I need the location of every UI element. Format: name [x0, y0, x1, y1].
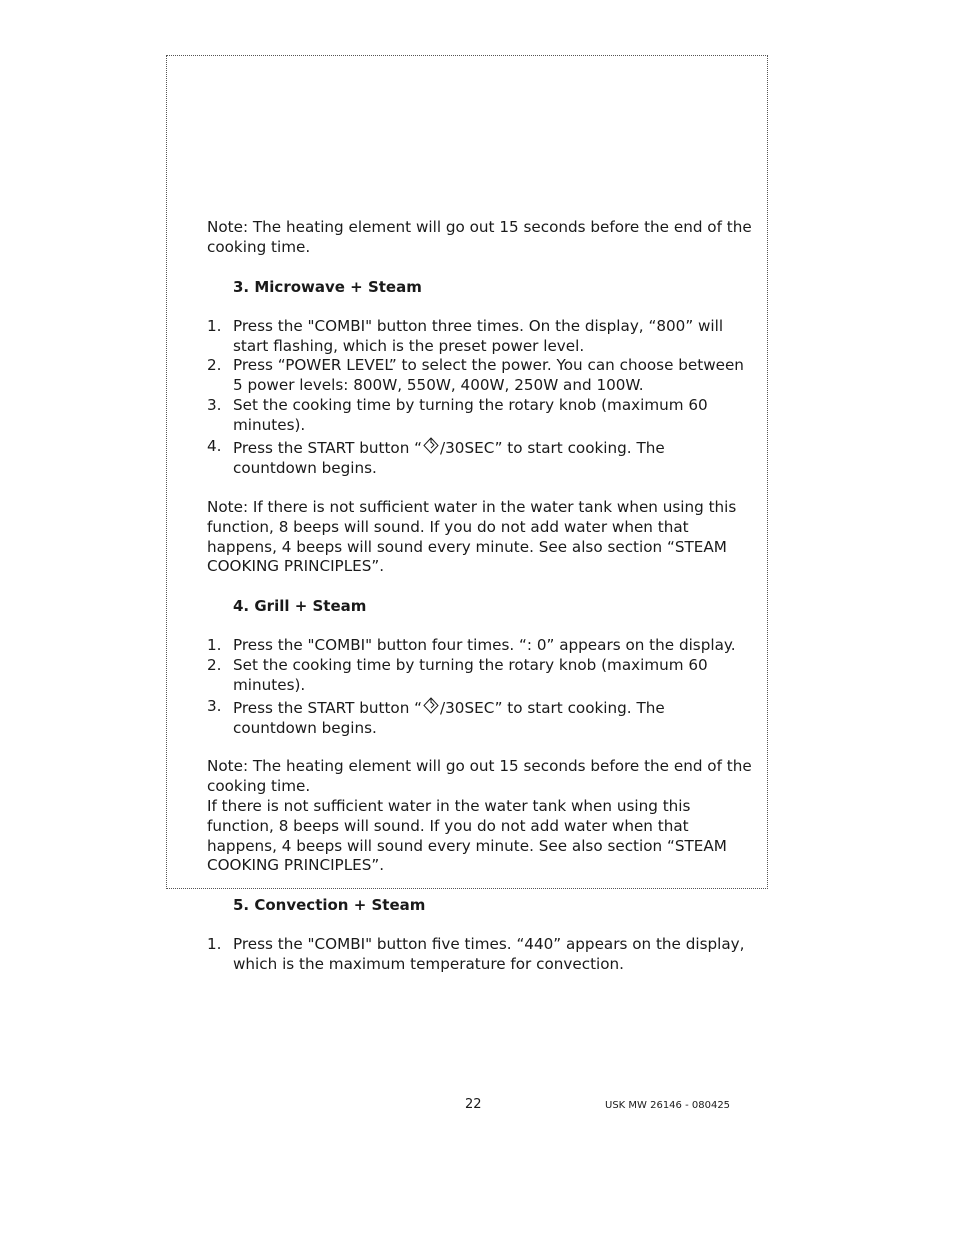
- section-4-heading: 4. Grill + Steam: [233, 597, 367, 615]
- list-number: 2.: [207, 356, 222, 374]
- start-diamond-icon: [423, 437, 439, 454]
- list-text-before: Press the START button “: [233, 439, 423, 457]
- list-text: Press the "COMBI" button three times. On the display, “800” will start flashing, which is the preset power level.: [233, 317, 724, 355]
- list-text-after: /30SEC” to start cooking. The countdown begins.: [233, 439, 665, 477]
- list-text: [233, 437, 752, 479]
- list-text: Press the "COMBI" button four times. “: 0” appears on the display.: [233, 636, 736, 654]
- list-item: [207, 636, 752, 656]
- list-item: [207, 935, 752, 975]
- list-text: Press “POWER LEVEL” to select the power. You can choose between 5 power levels: 800W, 550W, 400W, 250W and 100W.: [233, 356, 744, 394]
- list-item: [207, 317, 752, 357]
- list-item: [207, 656, 752, 696]
- list-item: [207, 396, 752, 436]
- list-text-after: /30SEC” to start cooking. The countdown begins.: [233, 699, 665, 737]
- section-5-heading: 5. Convection + Steam: [233, 896, 426, 914]
- list-text-before: Press the START button “: [233, 699, 423, 717]
- list-item: [207, 356, 752, 396]
- list-text: [233, 697, 752, 739]
- document-code: USK MW 26146 - 080425: [605, 1100, 731, 1111]
- list-number: 1.: [207, 935, 222, 953]
- note-heating-element: Note: The heating element will go out 15 seconds before the end of the cooking time.: [207, 218, 752, 256]
- start-diamond-icon: [423, 697, 439, 714]
- list-number: 2.: [207, 656, 222, 674]
- page-number: 22: [465, 1097, 482, 1112]
- note-heating-element-2: Note: The heating element will go out 15 seconds before the end of the cooking time.: [207, 757, 752, 795]
- note-water-tank-2: If there is not sufficient water in the water tank when using this function, 8 beeps will sound. If you do not add water when that happens, 4 beeps will sound every minute. See also section “STEAM COOKING PRINCIPLES”.: [207, 797, 727, 875]
- note-water-tank: Note: If there is not sufficient water in the water tank when using this function, 8 beeps will sound. If you do not add water when that happens, 4 beeps will sound every minute. See also section “STEAM COOKING PRINCIPLES”.: [207, 498, 737, 576]
- list-number: 3.: [207, 697, 222, 715]
- list-item: [207, 697, 752, 739]
- list-text: Set the cooking time by turning the rotary knob (maximum 60 minutes).: [233, 396, 708, 434]
- list-number: 4.: [207, 437, 222, 455]
- list-number: 1.: [207, 317, 222, 335]
- list-number: 3.: [207, 396, 222, 414]
- section-3-heading: 3. Microwave + Steam: [233, 278, 422, 296]
- list-number: 1.: [207, 636, 222, 654]
- list-text: Set the cooking time by turning the rotary knob (maximum 60 minutes).: [233, 656, 708, 694]
- list-text: Press the "COMBI" button five times. “440” appears on the display, which is the maximum temperature for convection.: [233, 935, 745, 973]
- list-item: [207, 437, 752, 479]
